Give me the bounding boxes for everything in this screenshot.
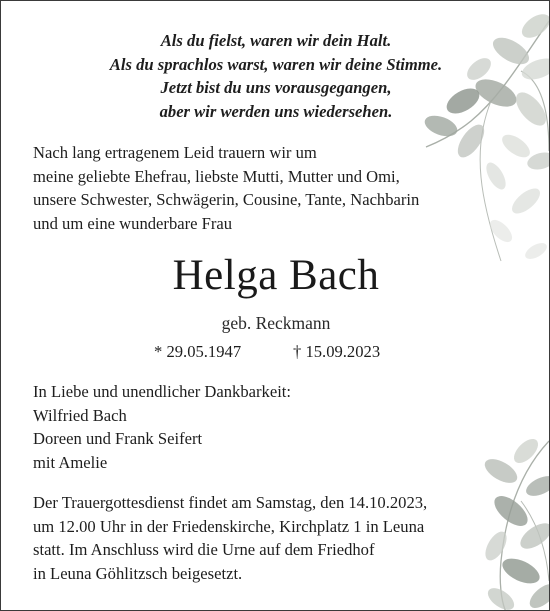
service-line: in Leuna Göhlitzsch beigesetzt. bbox=[33, 563, 243, 583]
poem-line: Jetzt bist du uns vorausgegangen, bbox=[160, 78, 392, 97]
intro-line: meine geliebte Ehefrau, liebste Mutti, Mutter und Omi, bbox=[33, 166, 400, 186]
family-line: mit Amelie bbox=[33, 452, 108, 472]
poem bbox=[1, 29, 550, 123]
intro-line: Nach lang ertragenem Leid trauern wir um bbox=[33, 143, 317, 162]
service-line: statt. Im Anschluss wird die Urne auf dem Friedhof bbox=[33, 540, 375, 560]
service-line: um 12.00 Uhr in der Friedenskirche, Kirchplatz 1 in Leuna bbox=[33, 516, 425, 536]
family-line: Wilfried Bach bbox=[33, 405, 127, 425]
service-line: Der Trauergottesdienst findet am Samstag, den 14.10.2023, bbox=[33, 493, 428, 512]
death-date: † 15.09.2023 bbox=[293, 342, 381, 361]
family-signatures bbox=[33, 380, 513, 474]
poem-line: aber wir werden uns wiedersehen. bbox=[159, 101, 393, 121]
funeral-service-info bbox=[33, 491, 533, 585]
poem-line: Als du fielst, waren wir dein Halt. bbox=[160, 31, 392, 50]
intro-line: unsere Schwester, Schwägerin, Cousine, Tante, Nachbarin bbox=[33, 190, 420, 210]
birth-name: geb. Reckmann bbox=[221, 313, 331, 333]
family-line: In Liebe und unendlicher Dankbarkeit: bbox=[33, 382, 292, 401]
birth-date: * 29.05.1947 bbox=[154, 342, 242, 361]
intro-text bbox=[33, 141, 513, 235]
intro-line: und um eine wunderbare Frau bbox=[33, 213, 233, 233]
family-line: Doreen und Frank Seifert bbox=[33, 429, 203, 449]
deceased-name: Helga Bach bbox=[172, 252, 380, 299]
poem-line: Als du sprachlos warst, waren wir deine Stimme. bbox=[109, 54, 443, 74]
